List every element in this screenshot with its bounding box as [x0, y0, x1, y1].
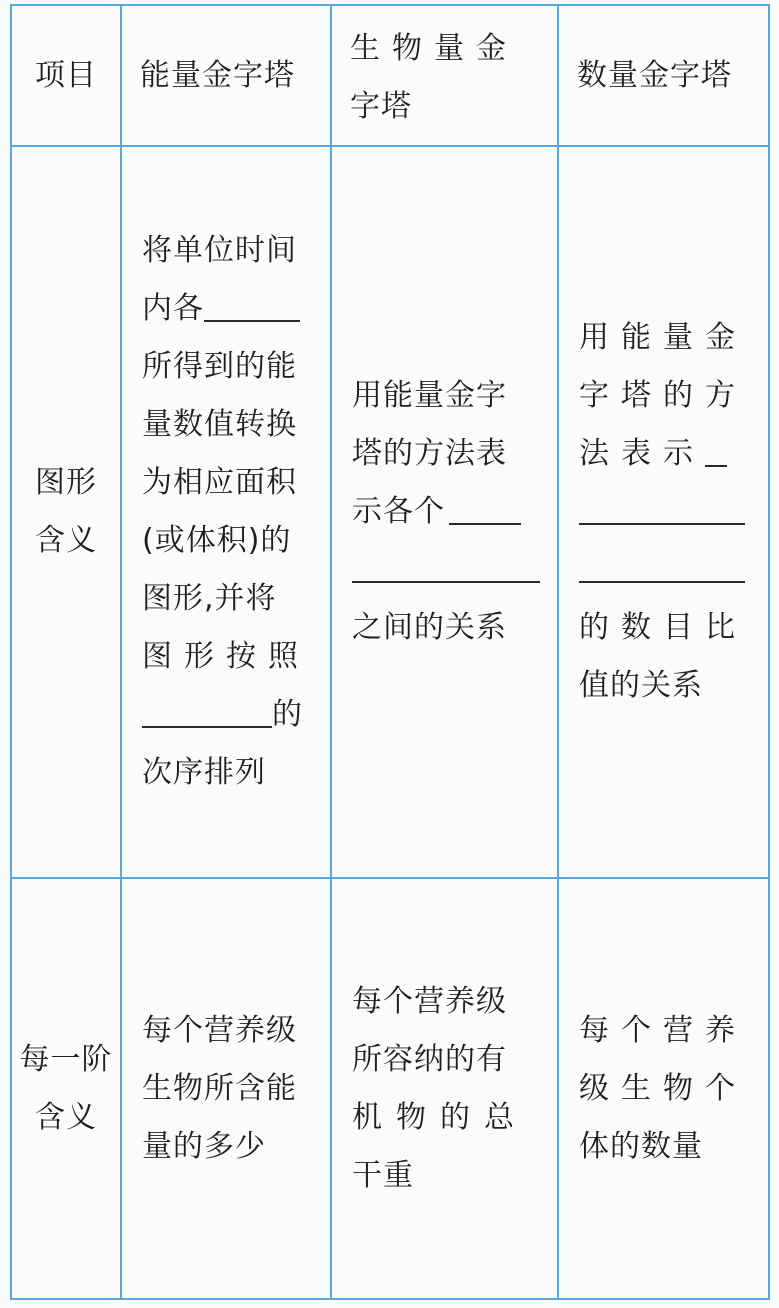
fill-in-blank — [579, 493, 745, 525]
header-number-text: 数量金字塔 — [577, 57, 732, 93]
energy-meaning-text: 的 — [272, 697, 303, 732]
header-cell-biomass — [331, 5, 558, 146]
row-step-label-line1: 每一阶 — [19, 1041, 113, 1077]
fill-in-blank — [579, 551, 745, 583]
number-meaning-line: 用能量金 — [579, 320, 747, 355]
number-meaning-line: 字塔的方 — [579, 378, 747, 413]
fill-in-blank — [705, 435, 727, 467]
fill-in-blank — [204, 290, 300, 322]
biomass-step-line: 每个营养级 — [352, 983, 507, 1019]
number-meaning-line: 的数目比 — [579, 610, 747, 645]
number-meaning-line — [579, 541, 754, 599]
fill-in-blank — [142, 696, 272, 728]
energy-meaning-line: 为相应面积 — [142, 465, 297, 500]
energy-step-line: 每个营养级 — [142, 1012, 297, 1048]
energy-step-line: 生物所含能 — [142, 1070, 297, 1106]
table-row-step — [11, 878, 769, 1299]
energy-meaning-line: 图形,并将 — [142, 581, 277, 616]
biomass-meaning-line: 之间的关系 — [352, 610, 507, 645]
row-label-meaning — [11, 146, 121, 878]
number-meaning-line: 值的关系 — [579, 668, 703, 703]
fill-in-blank — [449, 493, 521, 525]
biomass-meaning-line — [352, 541, 543, 599]
fill-in-blank — [352, 551, 540, 583]
energy-step-line: 量的多少 — [142, 1128, 266, 1164]
cell-number-meaning — [558, 146, 769, 878]
energy-meaning-line: 所得到的能 — [142, 349, 297, 384]
biomass-meaning-line — [352, 483, 543, 541]
biomass-meaning-line: 塔的方法表 — [352, 436, 507, 471]
header-item-text: 项目 — [35, 57, 97, 93]
row-meaning-label-line1: 图形 — [35, 465, 97, 500]
cell-energy-step — [121, 878, 331, 1299]
biomass-step-line: 干重 — [352, 1157, 414, 1193]
number-meaning-line — [579, 483, 754, 541]
header-biomass-line2: 字塔 — [350, 89, 412, 124]
energy-meaning-line: 图形按照 — [142, 639, 310, 674]
header-energy-text: 能量金字塔 — [140, 57, 295, 93]
cell-energy-meaning — [121, 146, 331, 878]
cell-number-step — [558, 878, 769, 1299]
row-meaning-label-line2: 含义 — [35, 523, 97, 558]
energy-meaning-line: 量数值转换 — [142, 407, 297, 442]
energy-meaning-line: 次序排列 — [142, 755, 266, 790]
number-step-line: 级生物个 — [579, 1070, 747, 1106]
biomass-meaning-text: 示各个 — [352, 494, 445, 529]
number-step-line: 体的数量 — [579, 1128, 703, 1164]
energy-meaning-line — [142, 686, 316, 744]
energy-meaning-text: 内各 — [142, 291, 204, 326]
cell-biomass-step — [331, 878, 558, 1299]
biomass-meaning-line: 用能量金字 — [352, 378, 507, 413]
number-step-line: 每个营养 — [579, 1012, 747, 1048]
energy-meaning-line: (或体积)的 — [142, 523, 292, 558]
energy-meaning-line — [142, 280, 316, 338]
energy-meaning-line: 将单位时间 — [142, 233, 297, 268]
biomass-step-line: 所容纳的有 — [352, 1041, 507, 1077]
row-label-step — [11, 878, 121, 1299]
biomass-step-line: 机物的总 — [352, 1099, 528, 1135]
cell-biomass-meaning — [331, 146, 558, 878]
number-meaning-line — [579, 425, 754, 483]
comparison-table — [10, 4, 770, 1300]
header-cell-energy — [121, 5, 331, 146]
row-step-label-line2: 含义 — [35, 1099, 97, 1135]
header-biomass-line1: 生物量金 — [350, 31, 518, 66]
header-cell-number — [558, 5, 769, 146]
number-meaning-text: 法表示 — [579, 436, 705, 471]
table-header-row — [11, 5, 769, 146]
table-row-meaning — [11, 146, 769, 878]
header-cell-item — [11, 5, 121, 146]
